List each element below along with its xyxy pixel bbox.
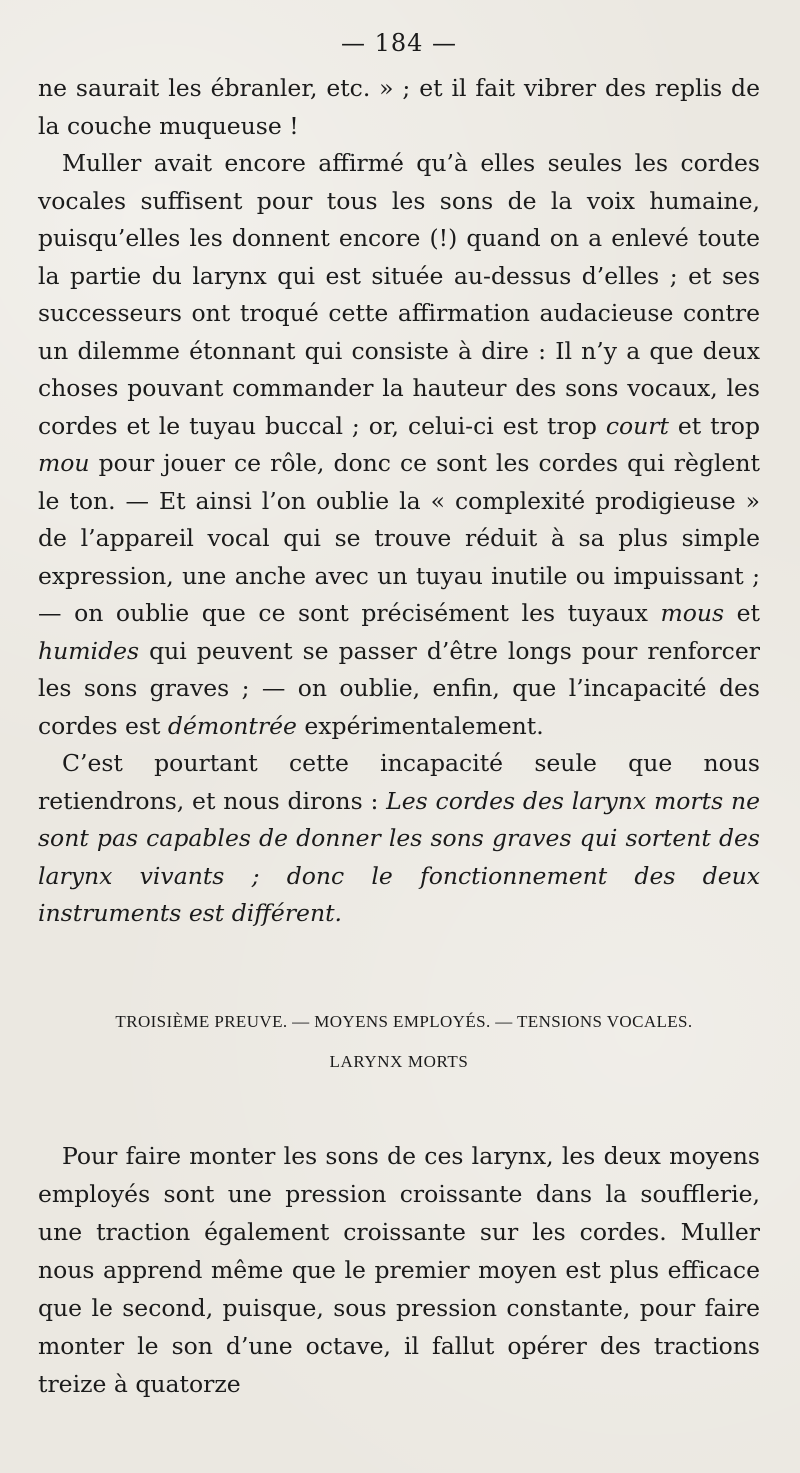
main-text <box>38 70 760 933</box>
emphasis-mous: mous <box>660 599 725 627</box>
paragraph-3-text: C’est pourtant cette incapacité seule que nous retiendrons, et nous dirons : <box>38 749 760 815</box>
paragraph-2-text-6: expérimentalement. <box>296 711 544 740</box>
paragraph-2-text-5: qui peuvent se passer d’être longs pour renforcer les sons graves ; — on oublie, enfin, que l’incapacité des cordes est <box>38 636 760 740</box>
page-number: — 184 — <box>340 29 458 57</box>
paragraph-4: Pour faire monter les sons de ces larynx, les deux moyens employés sont une pression croissante dans la soufflerie, une traction également croissante sur les cordes. Muller nous apprend même que le premier moyen est plus efficace que le second, puisque, sous pression constante, pour faire monter le son d’une octave, il fallut opérer des tractions treize à quatorze <box>38 1141 760 1398</box>
emphasis-court: court <box>605 411 669 440</box>
emphasis-humides: humides <box>38 636 140 665</box>
paragraph-3-italic-conclusion: Les cordes des larynx morts ne sont pas capables de donner les sons graves qui sortent des larynx vivants ; donc le fonctionnement des deux instruments est différent. <box>38 786 760 927</box>
emphasis-mou: mou <box>38 449 90 477</box>
section-subheading: LARYNX MORTS <box>329 1051 469 1071</box>
section-text <box>38 1137 760 1403</box>
paragraph-3 <box>38 745 760 933</box>
paragraph-2-text-1: Muller avait encore affirmé qu’à elles seules les cordes vocales suffisent pour tous les sons de la voix humaine, puisqu’elles les donnent encore (!) quand on a enlevé toute la partie du larynx qui est située au-dessus d’elles ; et ses successeurs ont troqué cette affirmation audacieuse contre un dilemme étonnant qui consiste à dire : Il n’y a que deux choses pouvant commander la hauteur des sons vocaux, les cordes et le tuyau buccal ; or, celui-ci est trop <box>38 149 760 440</box>
paragraph-2-text-4: et <box>724 599 760 627</box>
paragraph-1: ne saurait les ébranler, etc. » ; et il fait vibrer des replis de la couche muqueuse ! <box>38 74 760 140</box>
paragraph-2 <box>38 145 760 745</box>
emphasis-demontree: démontrée <box>167 711 297 740</box>
paragraph-2-text-3: pour jouer ce rôle, donc ce sont les cordes qui règlent le ton. — Et ainsi l’on oublie la « complexité prodigieuse » de l’appareil vocal qui se trouve réduit à sa plus simple expression, une anche avec un tuyau inutile ou impuissant ; — on oublie que ce sont précisément les tuyaux <box>38 449 760 627</box>
section-heading: TROISIÈME PREUVE. — MOYENS EMPLOYÉS. — TENSIONS VOCALES. <box>115 1011 693 1031</box>
paragraph-2-text-2: et trop <box>668 411 761 440</box>
